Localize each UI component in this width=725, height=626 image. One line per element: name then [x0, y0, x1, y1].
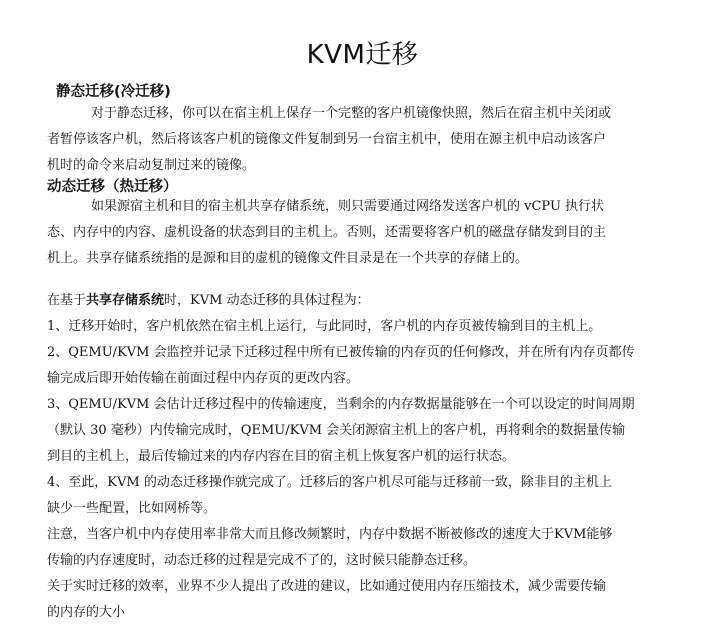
static-migration-heading: 静态迁移(冷迁移) [56, 84, 171, 100]
migration-process-section [47, 288, 635, 626]
paragraph-line: 机上。共享存储系统指的是源和目的虚机的镜像文件目录是在一个共享的存储上的。 [47, 251, 529, 266]
process-line: 到目的主机上，最后传输过来的内存内容在目的宿主机上恢复客户机的运行状态。 [47, 449, 516, 464]
process-line: 3、QEMU/KVM 会估计迁移过程中的传输速度，当剩余的内存数据量能够在一个可以设定的时间周期 [47, 397, 635, 412]
process-line: （默认 30 毫秒）内传输完成时，QEMU/KVM 会关闭源宿主机上的客户机，再将剩余的数据量传输 [47, 423, 626, 438]
note-line: 的内存的大小 [47, 605, 126, 620]
intro-suffix: 时，KVM 动态迁移的具体过程为： [164, 293, 370, 308]
intro-bold-term: 共享存储系统 [86, 293, 165, 308]
note-line: 关于实时迁移的效率，业界不少人提出了改进的建议，比如通过使用内存压缩技术，减少需要传输 [47, 579, 607, 594]
intro-prefix: 在基于 [47, 293, 87, 308]
dynamic-migration-heading: 动态迁移（热迁移） [47, 179, 178, 195]
process-line: 4、至此，KVM 的动态迁移操作就完成了。迁移后的客户机尽可能与迁移前一致，除非目的主机上 [47, 475, 612, 490]
paragraph-line: 机时的命令来启动复制过来的镜像。 [47, 158, 256, 173]
process-line: 1、迁移开始时，客户机依然在宿主机上运行，与此同时，客户机的内存页被传输到目的主机上。 [47, 319, 602, 334]
note-line: 传输的内存速度时，动态迁移的过程是完成不了的，这时候只能静态迁移。 [47, 553, 477, 568]
process-line: 2、QEMU/KVM 会监控并记录下迁移过程中所有已被传输的内存页的任何修改，并在所有内存页都传 [47, 345, 635, 360]
static-migration-paragraph [47, 101, 611, 179]
process-intro [47, 288, 635, 314]
paragraph-line: 对于静态迁移，你可以在宿主机上保存一个完整的客户机镜像快照，然后在宿主机中关闭或 [91, 106, 612, 121]
process-line: 输完成后即开始传输在前面过程中内存页的更改内容。 [47, 371, 360, 386]
paragraph-line: 者暂停该客户机，然后将该客户机的镜像文件复制到另一台宿主机中，使用在源主机中启动该客户 [47, 132, 607, 147]
dynamic-migration-paragraph [47, 194, 606, 272]
process-line: 缺少一些配置，比如网桥等。 [47, 501, 217, 516]
document-title: KVM迁移 [306, 40, 419, 70]
note-line: 注意，当客户机中内存使用率非常大而且修改频繁时，内存中数据不断被修改的速度大于KVM能够 [47, 527, 613, 542]
paragraph-line: 态、内存中的内容、虚机设备的状态到目的主机上。否则，还需要将客户机的磁盘存储发到目的主 [47, 225, 607, 240]
paragraph-line: 如果源宿主机和目的宿主机共享存储系统，则只需要通过网络发送客户机的 vCPU 执行状 [91, 199, 605, 214]
